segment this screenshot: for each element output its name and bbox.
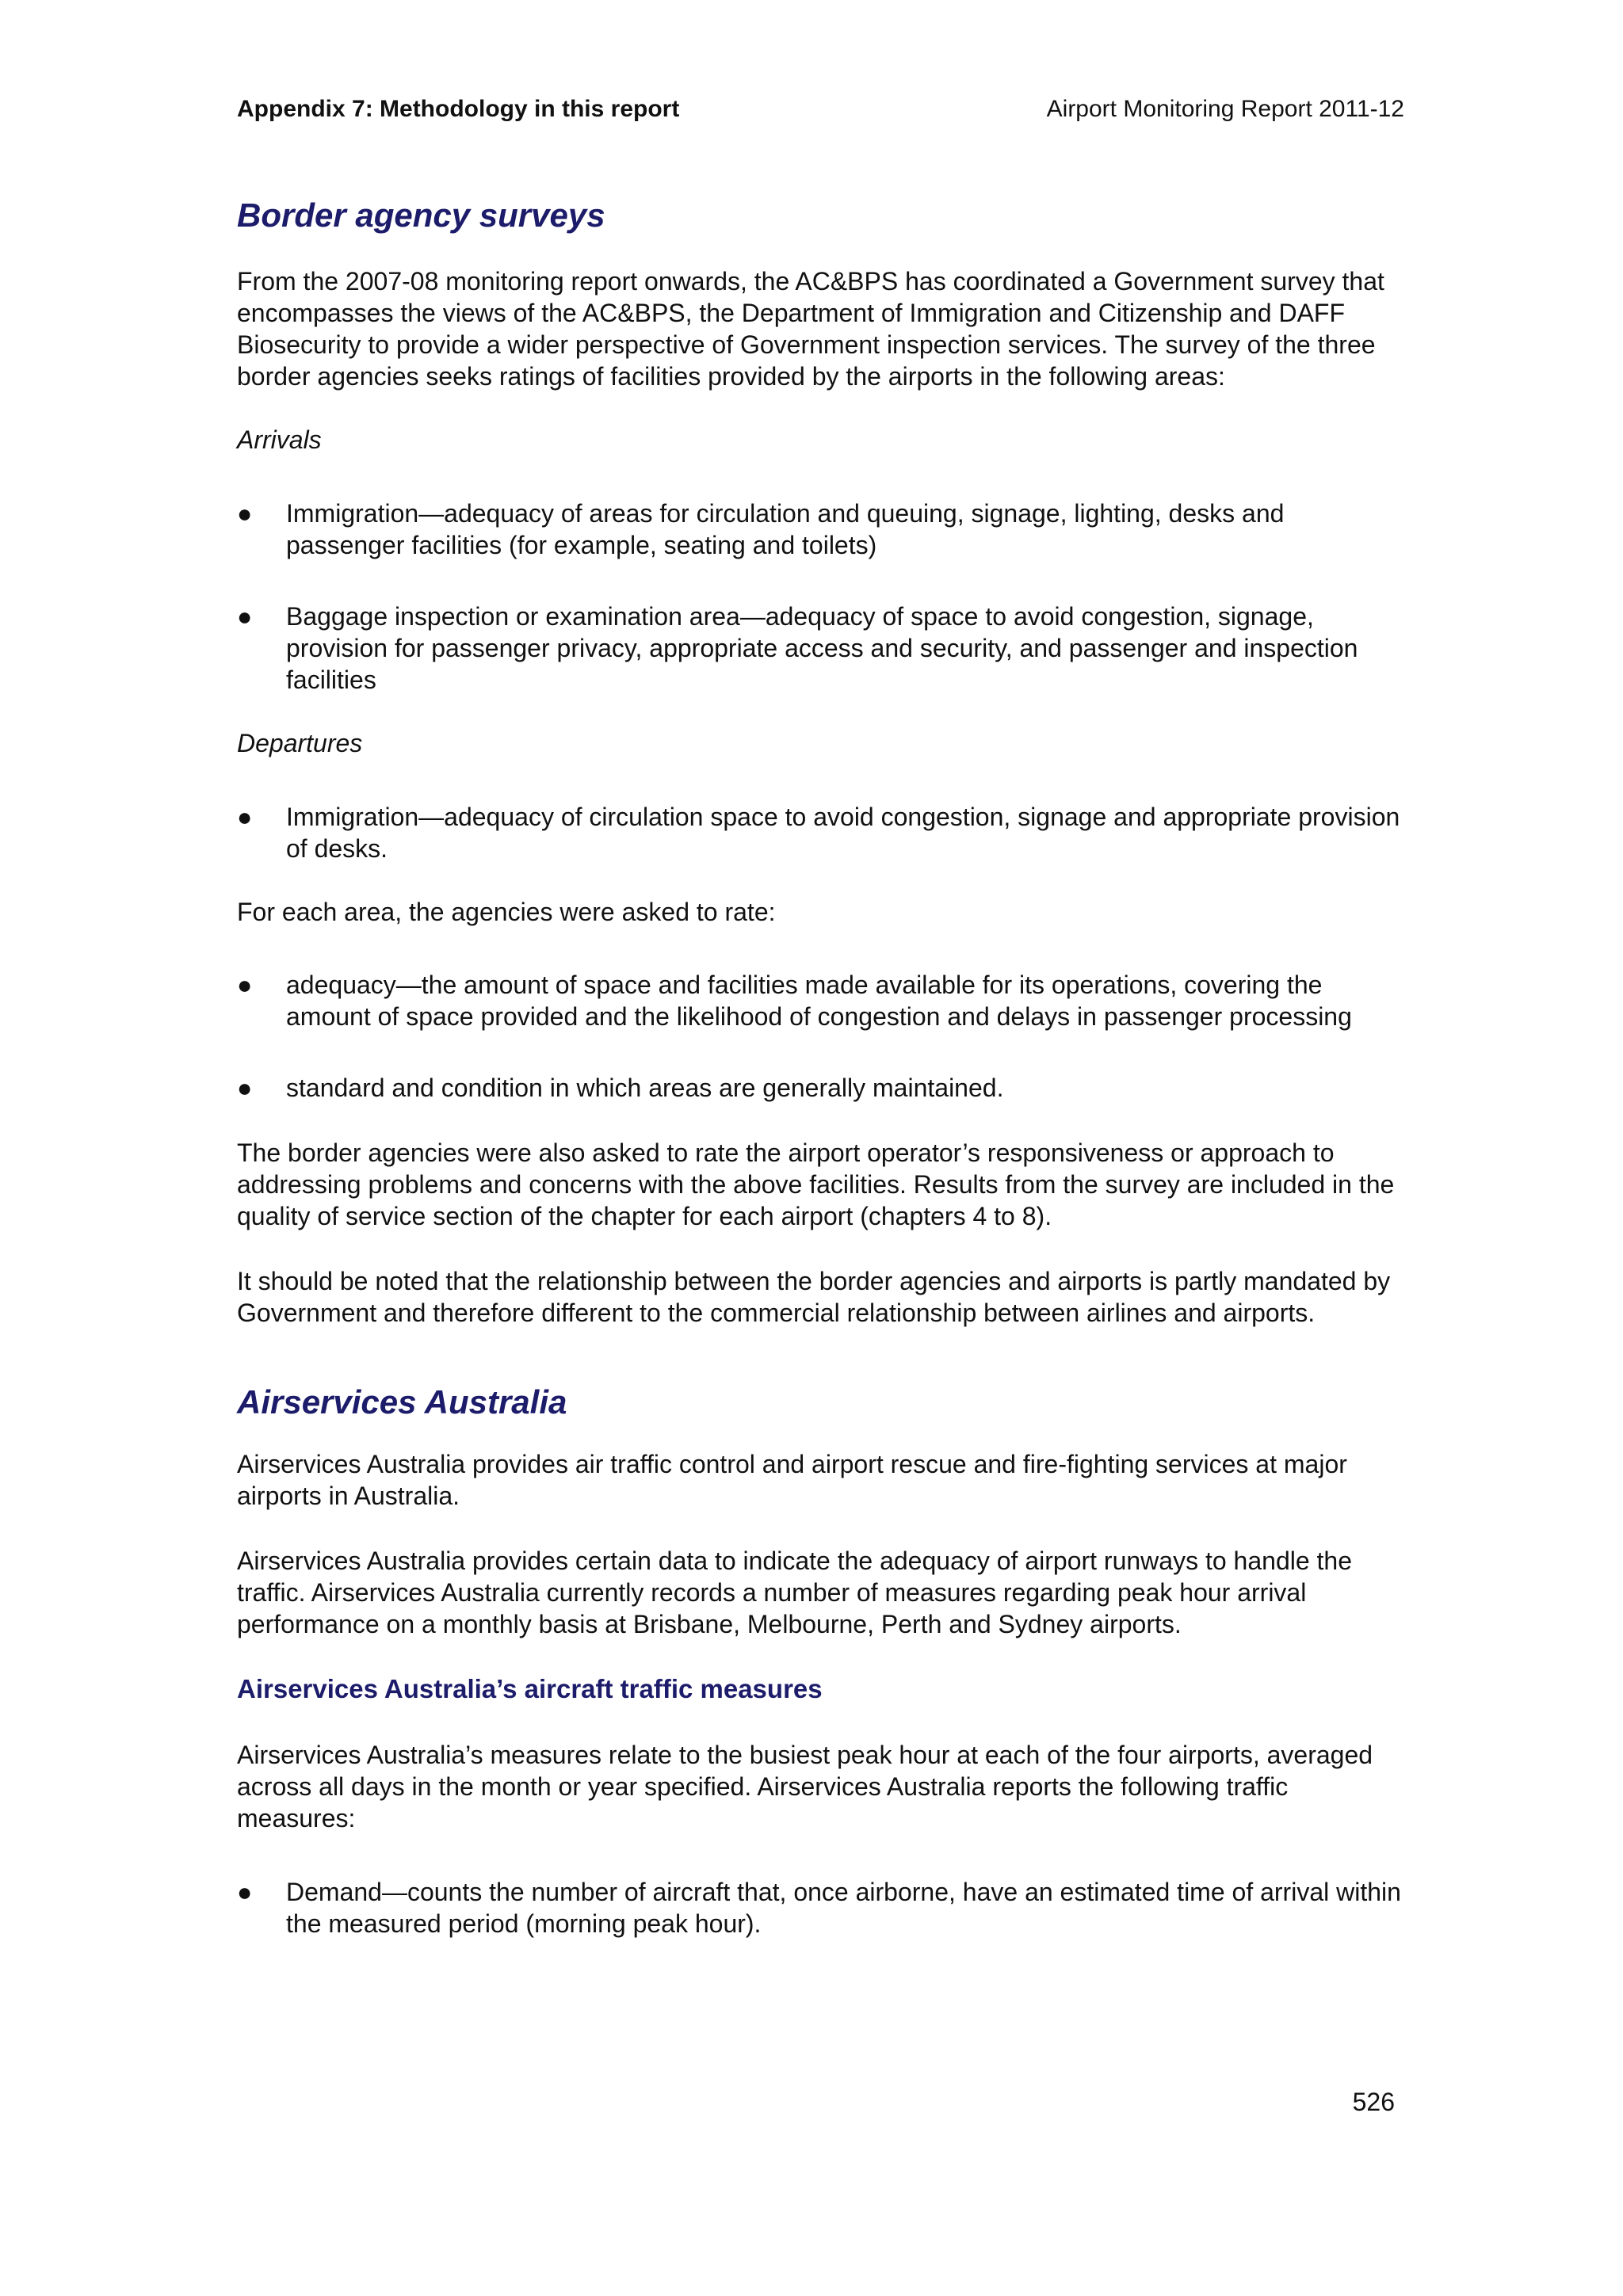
page-number: 526 bbox=[1352, 2088, 1395, 2116]
list-item bbox=[237, 969, 1403, 1032]
list-item bbox=[237, 1072, 1403, 1104]
bullet-icon: ● bbox=[237, 971, 253, 999]
bullet-icon: ● bbox=[237, 499, 253, 528]
paragraph-airservices-data: Airservices Australia provides certain data to indicate the adequacy of airport runways to handle the traffic. Airservices Australia currently records a number of measures regarding peak hour arrival performance on a monthly basis at Brisbane, Melbourne, Perth and Sydney airports. bbox=[237, 1547, 1353, 1638]
section-title-airservices-australia: Airservices Australia bbox=[237, 1383, 567, 1421]
list-item-text: adequacy—the amount of space and facilities made available for its operations, covering the amount of space provided and the likelihood of congestion and delays in passenger processing bbox=[286, 971, 1352, 1031]
running-header-right: Airport Monitoring Report 2011-12 bbox=[1046, 96, 1404, 122]
list-item-text: Demand—counts the number of aircraft that, once airborne, have an estimated time of arrival within the measured period (morning peak hour). bbox=[286, 1878, 1401, 1938]
paragraph-survey-intro: From the 2007-08 monitoring report onwards, the AC&BPS has coordinated a Government survey that encompasses the views of the AC&BPS, the Department of Immigration and Citizenship and DAFF Biosecurity to provide a wider perspective of Government inspection services. The survey of the three border agencies seeks ratings of facilities provided by the airports in the following areas: bbox=[237, 267, 1384, 391]
bullet-icon: ● bbox=[237, 803, 253, 831]
paragraph-rate-intro: For each area, the agencies were asked to rate: bbox=[237, 898, 776, 926]
section-title-border-agency-surveys: Border agency surveys bbox=[237, 196, 605, 234]
paragraph-relationship: It should be noted that the relationship between the border agencies and airports is partly mandated by Government and therefore different to the commercial relationship between airlines and airports. bbox=[237, 1267, 1391, 1327]
list-item bbox=[237, 601, 1403, 696]
list-item-text: standard and condition in which areas are generally maintained. bbox=[286, 1074, 1004, 1102]
list-item-text: Baggage inspection or examination area—adequacy of space to avoid congestion, signage, provision for passenger privacy, appropriate access and security, and passenger and inspection facilities bbox=[286, 602, 1358, 694]
bullet-icon: ● bbox=[237, 1878, 253, 1906]
list-item bbox=[237, 801, 1403, 864]
paragraph-responsiveness: The border agencies were also asked to rate the airport operator’s responsiveness or approach to addressing problems and concerns with the above facilities. Results from the survey are included in the quality of service section of the chapter for each airport (chapters 4 to 8). bbox=[237, 1138, 1395, 1230]
list-item bbox=[237, 498, 1403, 561]
subheading-arrivals: Arrivals bbox=[237, 425, 322, 454]
list-item bbox=[237, 1876, 1403, 1939]
subheading-departures: Departures bbox=[237, 729, 363, 757]
paragraph-airservices-intro: Airservices Australia provides air traffic control and airport rescue and fire-fighting services at major airports in Australia. bbox=[237, 1450, 1347, 1510]
page-content bbox=[237, 195, 1403, 1939]
paragraph-traffic-measures-intro: Airservices Australia’s measures relate to the busiest peak hour at each of the four airports, averaged across all days in the month or year specified. Airservices Australia reports the following traffic measures: bbox=[237, 1741, 1373, 1833]
bullet-icon: ● bbox=[237, 602, 253, 631]
list-item-text: Immigration—adequacy of areas for circulation and queuing, signage, lighting, desks and passenger facilities (for example, seating and toilets) bbox=[286, 499, 1285, 559]
subheading-aircraft-traffic-measures: Airservices Australia’s aircraft traffic measures bbox=[237, 1674, 823, 1703]
running-header-left: Appendix 7: Methodology in this report bbox=[237, 96, 680, 122]
list-item-text: Immigration—adequacy of circulation space to avoid congestion, signage and appropriate provision of desks. bbox=[286, 803, 1400, 863]
bullet-icon: ● bbox=[237, 1074, 253, 1102]
